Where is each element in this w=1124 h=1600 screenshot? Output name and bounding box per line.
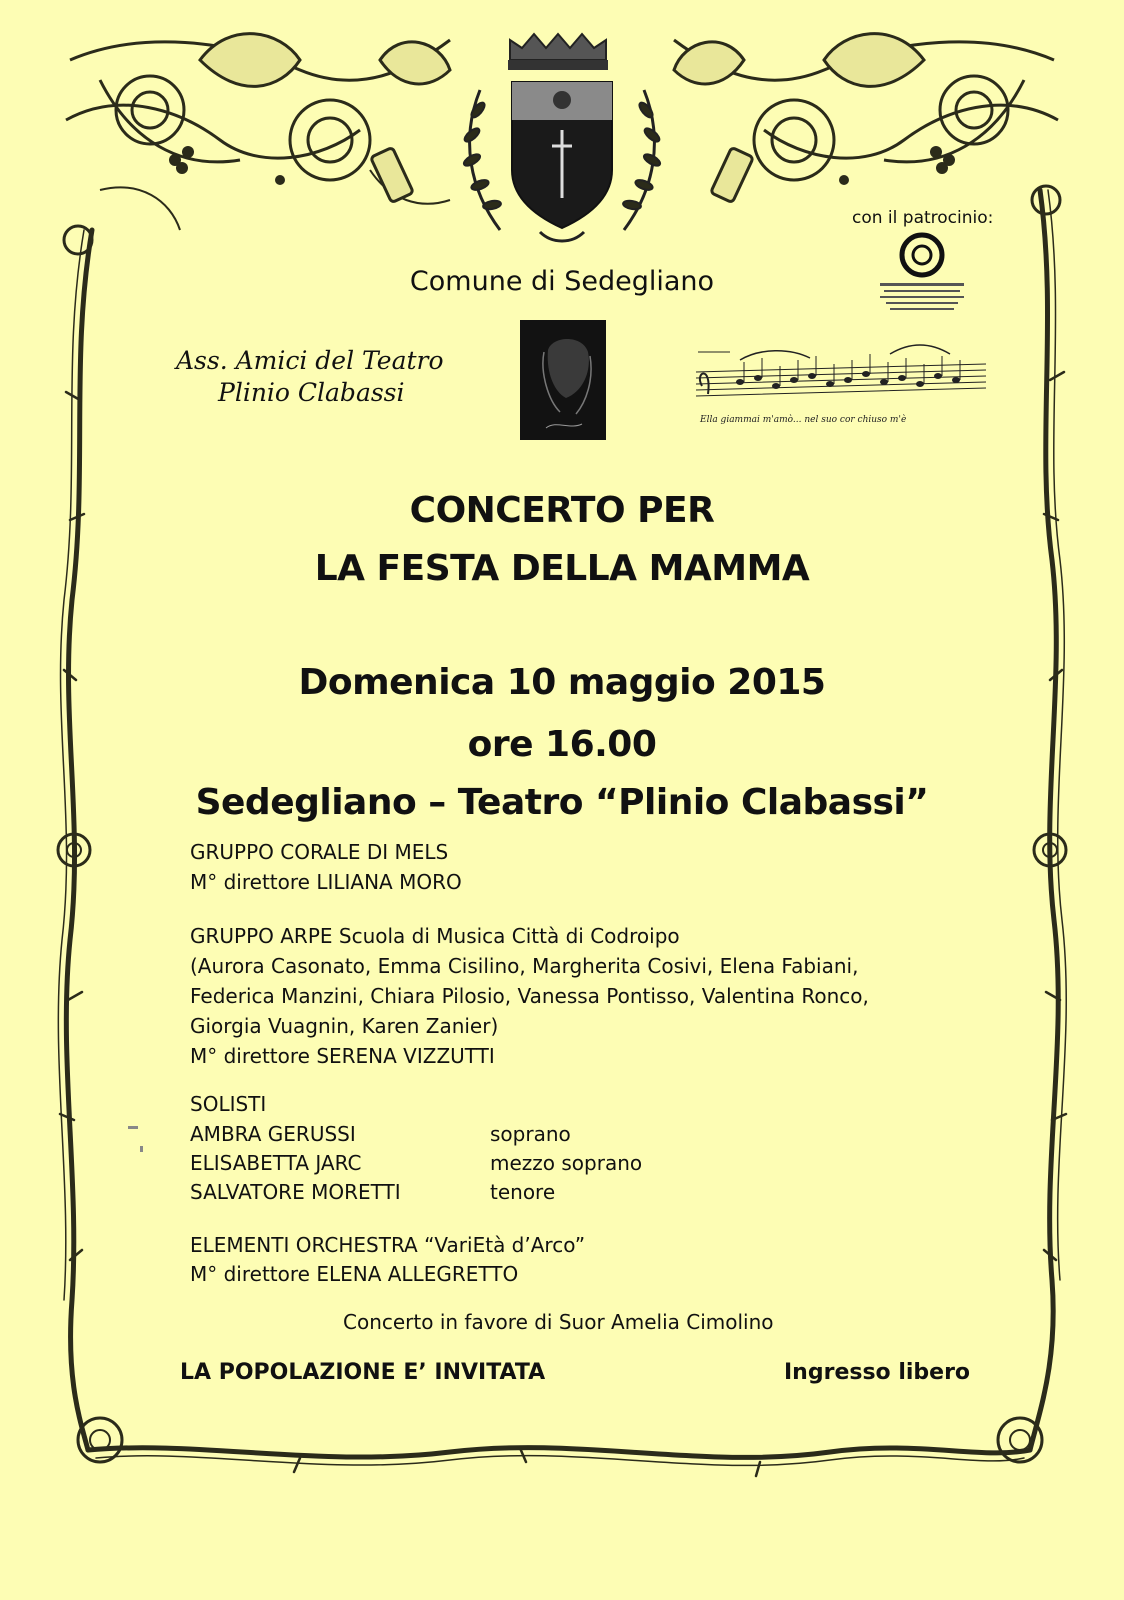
music-score-lyrics: Ella giammai m'amò... nel suo cor chiuso m'è: [700, 415, 907, 425]
harp-members-line3: Giorgia Vuagnin, Karen Zanier): [190, 1014, 499, 1038]
harp-members-line2: Federica Manzini, Chiara Pilosio, Vanessa Pontisso, Valentina Ronco,: [190, 984, 869, 1008]
coat-of-arms-icon: [462, 34, 662, 241]
harp-director: M° direttore SERENA VIZZUTTI: [190, 1044, 495, 1068]
association-name-line2: Plinio Clabassi: [218, 378, 405, 407]
soloist-role: tenore: [490, 1180, 556, 1204]
soloist-role: mezzo soprano: [490, 1151, 643, 1175]
portrait-image: [520, 320, 606, 440]
scan-mark: [128, 1126, 138, 1129]
municipality-name: Comune di Sedegliano: [409, 266, 715, 297]
harp-group-name: GRUPPO ARPE Scuola di Musica Città di Codroipo: [190, 924, 680, 948]
scan-mark: [140, 1146, 143, 1152]
benefit-note: Concerto in favore di Suor Amelia Cimolino: [343, 1310, 774, 1334]
soloists-heading: SOLISTI: [190, 1092, 267, 1116]
orchestra-director: M° direttore ELENA ALLEGRETTO: [190, 1262, 519, 1286]
harp-members-line1: (Aurora Casonato, Emma Cisilino, Margherita Cosivi, Elena Fabiani,: [190, 954, 859, 978]
choir-director: M° direttore LILIANA MORO: [190, 870, 462, 894]
event-date: Domenica 10 maggio 2015: [298, 662, 826, 703]
title-line-1: CONCERTO PER: [409, 490, 715, 531]
soloist-role: soprano: [490, 1122, 571, 1146]
title-line-2: LA FESTA DELLA MAMMA: [314, 548, 810, 589]
patronage-label: con il patrocinio:: [852, 208, 994, 228]
invitation-text: LA POPOLAZIONE E’ INVITATA: [180, 1360, 546, 1385]
soloist-name: SALVATORE MORETTI: [190, 1180, 401, 1204]
association-name-line1: Ass. Amici del Teatro: [176, 346, 444, 375]
event-time: ore 16.00: [467, 724, 657, 765]
event-venue: Sedegliano – Teatro “Plinio Clabassi”: [195, 782, 929, 823]
music-score-image: [696, 345, 986, 396]
free-entry-text: Ingresso libero: [784, 1360, 971, 1385]
orchestra-name: ELEMENTI ORCHESTRA “VariEtà d’Arco”: [190, 1233, 586, 1257]
soloist-name: ELISABETTA JARC: [190, 1151, 362, 1175]
soloist-name: AMBRA GERUSSI: [190, 1122, 356, 1146]
choir-name: GRUPPO CORALE DI MELS: [190, 840, 449, 864]
